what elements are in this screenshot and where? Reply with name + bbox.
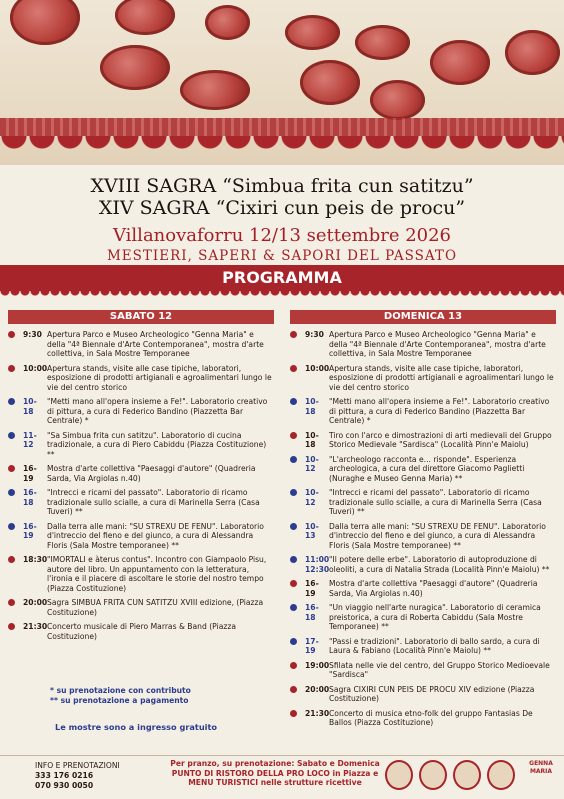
salami-slice xyxy=(370,80,425,120)
event-description: "L'archeologo racconta e... risponde". Esperienza archeologica, a cura del direttore Giacomo Paglietti (Nuraghe e Museo Genna Maria) ** xyxy=(329,454,525,483)
salami-slice xyxy=(505,30,560,75)
salami-slice xyxy=(355,25,410,60)
bullet-dot-icon xyxy=(290,638,297,645)
event-description: Apertura stands, visite alle case tipiche, laboratori, esposizione di prodotti artigianali e agroalimentari lungo le vie del centro storico xyxy=(329,363,554,392)
salami-slice xyxy=(430,40,490,85)
note-one-star: * su prenotazione con contributo xyxy=(50,686,191,695)
place-date: Villanovaforru 12/13 settembre 2026 xyxy=(112,225,452,246)
footer xyxy=(0,755,564,799)
contact-info xyxy=(35,761,120,791)
event-time: 16-19 xyxy=(23,521,37,540)
event-time: 10-12 xyxy=(305,488,319,507)
event-item xyxy=(290,685,556,704)
event-time: 16-19 xyxy=(305,579,319,598)
event-time: 20:00 xyxy=(305,684,330,694)
bullet-dot-icon xyxy=(290,710,297,717)
event-item xyxy=(290,522,556,551)
event-description: "Intrecci e ricami del passato". Laboratorio di ricamo tradizionale sullo scialle, a cura di Marinella Serra (Casa Tuveri) ** xyxy=(47,488,260,516)
event-item xyxy=(290,397,556,426)
event-item xyxy=(8,464,274,483)
event-description: "Il potere delle erbe". Laboratorio di autoproduzione di oleoliti, a cura di Natalia Strada (Località Pinn'e Maiolu) ** xyxy=(329,555,550,574)
event-item xyxy=(290,709,556,728)
lunch-line-1: Per pranzo, su prenotazione: Sabato e Domenica xyxy=(170,759,380,768)
lace-divider xyxy=(0,291,564,301)
event-description: Concerto di musica etno-folk del gruppo Fantasias De Ballos (Piazza Costituzione) xyxy=(329,708,533,727)
bullet-dot-icon xyxy=(290,456,297,463)
info-label: INFO E PRENOTAZIONI xyxy=(35,761,120,770)
salami-slice xyxy=(300,60,360,105)
event-item xyxy=(8,622,274,641)
bullet-dot-icon xyxy=(8,432,15,439)
bullet-dot-icon xyxy=(290,556,297,563)
bullet-dot-icon xyxy=(8,489,15,496)
saturday-events xyxy=(8,330,274,641)
consorzio-logo-icon xyxy=(453,760,481,790)
event-description: Tiro con l'arco e dimostrazioni di arti medievali del Gruppo Storico Medievale "Sardisca" (Località Pinn'e Maiolu) xyxy=(329,430,552,449)
bullet-dot-icon xyxy=(290,331,297,338)
proloco-logo-icon xyxy=(419,760,447,790)
bullet-dot-icon xyxy=(290,604,297,611)
event-description: "Metti mano all'opera insieme a Fe!". Laboratorio creativo di pittura, a cura di Federico Bandino (Piazzetta Bar Centrale) * xyxy=(47,397,268,425)
event-description: Dalla terra alle mani: "SU STREXU DE FENU". Laboratorio d'intreccio del fieno e del giunco, a cura di Alessandra Floris (Sala Mostre temporanee) ** xyxy=(329,521,546,550)
event-description: "Sa Simbua frita cun satitzu". Laboratorio di cucina tradizionale, a cura di Piero Cabiddu (Piazza Costituzione) ** xyxy=(47,430,267,459)
event-description: "Passi e tradizioni". Laboratorio di ballo sardo, a cura di Laura & Fabiano (Località Pinn'e Maiolu) ** xyxy=(329,636,540,655)
event-time: 16-18 xyxy=(305,603,319,622)
note-two-star: ** su prenotazione a pagamento xyxy=(50,696,189,705)
event-item xyxy=(290,579,556,598)
saturday-header: SABATO 12 xyxy=(8,310,274,324)
event-item xyxy=(8,330,274,359)
lace-scallop xyxy=(0,130,564,165)
event-item xyxy=(290,431,556,450)
title-line-2: XIV SAGRA “Cixiri cun peis de procu” xyxy=(98,197,466,219)
event-description: Dalla terra alle mani: "SU STREXU DE FENU". Laboratorio d'intreccio del fieno e del giunco, a cura di Alessandra Floris (Sala Mostre temporanee) ** xyxy=(47,521,264,550)
sunday-column xyxy=(290,310,556,733)
event-description: "Metti mano all'opera insieme a Fe!". Laboratorio creativo di pittura, a cura di Federico Bandino (Piazzetta Bar Centrale) * xyxy=(329,397,550,425)
sponsor-logos xyxy=(385,760,561,790)
event-time: 11-12 xyxy=(23,430,37,449)
event-time: 17-19 xyxy=(305,636,319,655)
bullet-dot-icon xyxy=(290,489,297,496)
bullet-dot-icon xyxy=(8,365,15,372)
programma-banner: PROGRAMMA xyxy=(0,265,564,291)
bullet-dot-icon xyxy=(290,686,297,693)
event-item xyxy=(8,522,274,551)
event-time: 21:30 xyxy=(23,622,48,631)
event-description: Mostra d'arte collettiva "Paesaggi d'autore" (Quadreria Sarda, Via Argiolas n.40) xyxy=(47,464,256,483)
event-item xyxy=(8,431,274,460)
bullet-dot-icon xyxy=(8,331,15,338)
saturday-column xyxy=(8,310,274,646)
event-time: 10-18 xyxy=(305,397,319,416)
salami-slice xyxy=(205,5,250,40)
event-item xyxy=(290,555,556,574)
bullet-dot-icon xyxy=(290,365,297,372)
genna-maria-logo: GENNA MARIA xyxy=(529,760,553,775)
event-time: 11:00 12:30 xyxy=(305,555,330,574)
event-description: Apertura stands, visite alle case tipiche, laboratori, esposizione di prodotti artigianali e agroalimentari lungo le vie del centro storico xyxy=(47,363,272,392)
hero-photo xyxy=(0,0,564,165)
event-titles xyxy=(0,175,564,264)
event-item xyxy=(8,397,274,426)
event-time: 9:30 xyxy=(305,330,324,339)
event-item xyxy=(290,364,556,393)
flower-logo-icon xyxy=(487,760,515,790)
event-description: Apertura Parco e Museo Archeologico "Genna Maria" e della "4ª Biennale d'Arte Contemporanea", mostra d'arte collettiva, in Sala Mostre Temporanee xyxy=(47,330,264,358)
bullet-dot-icon xyxy=(290,580,297,587)
event-time: 10-13 xyxy=(305,521,319,540)
event-item xyxy=(290,455,556,484)
event-time: 9:30 xyxy=(23,330,42,339)
salami-slice xyxy=(180,70,250,110)
bullet-dot-icon xyxy=(290,432,297,439)
event-item xyxy=(8,364,274,393)
event-description: Mostra d'arte collettiva "Paesaggi d'autore" (Quadreria Sarda, Via Argiolas n.40) xyxy=(329,579,538,598)
event-time: 10:00 xyxy=(305,363,330,373)
event-time: 16-19 xyxy=(23,464,37,483)
comune-logo-icon xyxy=(385,760,413,790)
bullet-dot-icon xyxy=(290,523,297,530)
event-description: Apertura Parco e Museo Archeologico "Genna Maria" e della "4ª Biennale d'Arte Contemporanea", mostra d'arte collettiva, in Sala Mostre Temporanee xyxy=(329,330,546,358)
lunch-line-2: PUNTO DI RISTORO DELLA PRO LOCO in Piazza e xyxy=(171,768,379,778)
bullet-dot-icon xyxy=(8,623,15,630)
event-time: 10-18 xyxy=(23,397,37,416)
bullet-dot-icon xyxy=(8,556,15,563)
lunch-line-3: MENU TURISTICI nelle strutture ricettive xyxy=(188,778,362,787)
phone-2[interactable]: 070 930 0050 xyxy=(35,781,94,790)
event-time: 18:30 xyxy=(23,555,48,564)
salami-slice xyxy=(115,0,175,35)
event-item xyxy=(8,555,274,593)
legend-notes xyxy=(50,686,191,706)
salami-slice xyxy=(285,15,340,50)
event-time: 10-18 xyxy=(305,430,319,449)
event-item xyxy=(8,488,274,517)
subtitle: MESTIERI, SAPERI & SAPORI DEL PASSATO xyxy=(106,248,458,264)
salami-slice xyxy=(100,45,170,90)
event-description: Sfilata nelle vie del centro, del Gruppo Storico Medioevale "Sardisca" xyxy=(329,660,550,679)
event-item xyxy=(290,488,556,517)
event-item xyxy=(290,603,556,632)
bullet-dot-icon xyxy=(290,398,297,405)
event-description: "IMORTALI e àterus contus". Incontro con Giampaolo Pisu, autore del libro. Un appuntamento con la letteratura, l'ironia e il piacere di ascoltare le storie del nostro tempo (Piazza Costituzione) xyxy=(47,555,267,593)
event-time: 10-12 xyxy=(305,454,319,473)
event-description: Concerto musicale di Piero Marras & Band (Piazza Costituzione) xyxy=(47,622,236,641)
bullet-dot-icon xyxy=(290,662,297,669)
bullet-dot-icon xyxy=(8,465,15,472)
event-item xyxy=(290,661,556,680)
event-time: 21:30 xyxy=(305,708,330,718)
event-description: Sagra SIMBUA FRITA CUN SATITZU XVIII edizione, (Piazza Costituzione) xyxy=(47,598,264,617)
sunday-events xyxy=(290,330,556,728)
title-line-1: XVIII SAGRA “Simbua frita cun satitzu” xyxy=(90,175,474,197)
event-time: 20:00 xyxy=(23,598,48,607)
bullet-dot-icon xyxy=(8,398,15,405)
event-time: 16-18 xyxy=(23,488,37,507)
event-item xyxy=(290,637,556,656)
bullet-dot-icon xyxy=(8,599,15,606)
free-entry-note: Le mostre sono a ingresso gratuito xyxy=(55,722,218,732)
event-description: Sagra CIXIRI CUN PEIS DE PROCU XIV edizione (Piazza Costituzione) xyxy=(329,684,535,703)
event-item xyxy=(8,598,274,617)
salami-slice xyxy=(10,0,80,45)
event-description: "Un viaggio nell'arte nuragica". Laboratorio di ceramica preistorica, a cura di Roberta Cabiddu (Sala Mostre Temporanee) ** xyxy=(329,603,541,631)
event-description: "Intrecci e ricami del passato". Laboratorio di ricamo tradizionale sullo scialle, a cura di Marinella Serra (Casa Tuveri) ** xyxy=(329,488,542,516)
sunday-header: DOMENICA 13 xyxy=(290,310,556,324)
event-time: 19:00 xyxy=(305,660,330,670)
event-time: 10:00 xyxy=(23,363,48,373)
bullet-dot-icon xyxy=(8,523,15,530)
event-item xyxy=(290,330,556,359)
lunch-info xyxy=(170,759,380,788)
phone-1[interactable]: 333 176 0216 xyxy=(35,771,94,780)
